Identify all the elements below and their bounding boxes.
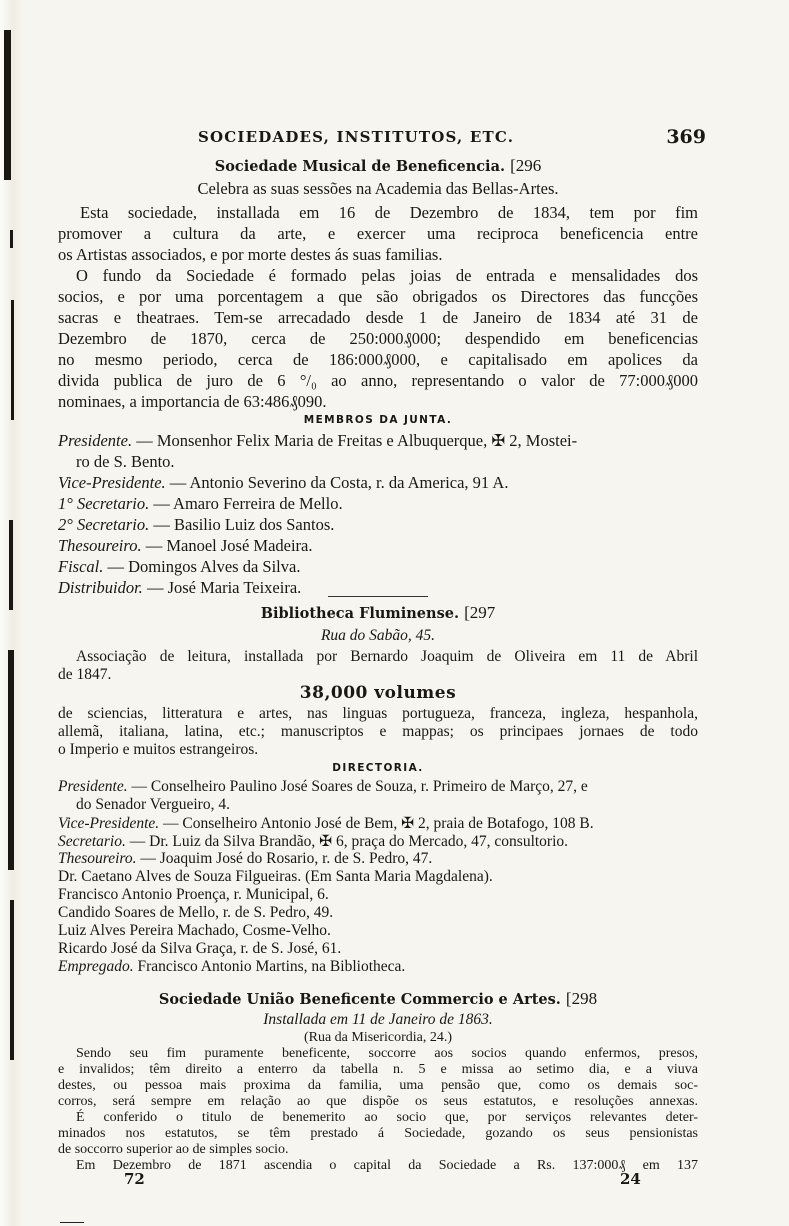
paragraph-line: Em Dezembro de 1871 ascendia o capital da Sociedade a Rs. 137:000₰ em 137 (76, 1158, 698, 1173)
paragraph-line: destes, ou pessoa mais proxima da familia, uma pensão que, como os demais soc- (58, 1078, 698, 1093)
paragraph-line: minados nos estatutos, se têm prestado á Sociedade, gozando os seus pensionistas (58, 1126, 698, 1141)
margin-mark (60, 1222, 84, 1223)
paragraph-line: promover a cultura da arte, e exercer uma reciproca beneficencia entre (58, 224, 698, 243)
paragraph-line: Associação de leitura, installada por Bernardo Joaquim de Oliveira em 11 de Abril (76, 648, 698, 665)
section-number: [296 (510, 156, 542, 175)
section-intro: Celebra as suas sessões na Academia das Bellas-Artes. (197, 179, 559, 198)
member-entry: Presidente. — Monsenhor Felix Maria de Freitas e Albuquerque, ✠ 2, Mostei- (58, 431, 578, 450)
director-entry: Francisco Antonio Proença, r. Municipal, 6. (58, 886, 329, 903)
paragraph-line: nominaes, a importancia de 63:486₰090. (58, 392, 327, 411)
paragraph-line: Dezembro de 1870, cerca de 250:000₰000; despendido em beneficencias (58, 329, 698, 348)
member-entry: ro de S. Bento. (76, 452, 175, 471)
page-binding-edge (0, 0, 22, 1226)
director-entry: Thesoureiro. — Joaquim José do Rosario, r. de S. Pedro, 47. (58, 850, 433, 867)
signature-mark-left: 72 (124, 1170, 145, 1188)
member-entry: 1° Secretario. — Amaro Ferreira de Mello. (58, 494, 343, 513)
director-entry: do Senador Vergueiro, 4. (76, 796, 230, 813)
section-divider (328, 596, 428, 597)
paragraph-line: sacras e theatraes. Tem-se arrecadado desde 1 de Janeiro de 1834 até 31 de (58, 308, 698, 327)
paragraph-line: e invalidos; têm direito a enterro da tabella n. 5 e missa ao setimo dia, e a viuva (58, 1062, 698, 1077)
director-entry: Dr. Caetano Alves de Souza Filgueiras. (Em Santa Maria Magdalena). (58, 868, 493, 885)
section-title-298: Sociedade União Beneficente Commercio e Artes. [298 (158, 989, 598, 1008)
member-entry: Distribuidor. — José Maria Teixeira. (58, 578, 302, 597)
director-entry: Empregado. Francisco Antonio Martins, na Bibliotheca. (58, 958, 406, 975)
member-entry: Fiscal. — Domingos Alves da Silva. (58, 557, 301, 576)
director-entry: Vice-Presidente. — Conselheiro Antonio José de Bem, ✠ 2, praia de Botafogo, 108 B. (58, 815, 594, 832)
paragraph-line: O fundo da Sociedade é formado pelas joias de entrada e mensalidades dos (76, 266, 698, 285)
paragraph-line: Esta sociedade, installada em 16 de Dezembro de 1834, tem por fim (80, 203, 698, 222)
director-entry: Ricardo José da Silva Graça, r. de S. José, 61. (58, 940, 342, 957)
paragraph-line: o Imperio e muitos estrangeiros. (58, 741, 259, 758)
directors-heading: DIRECTORIA. (332, 762, 424, 774)
paragraph-line: de 1847. (58, 666, 112, 683)
paragraph-line: Sendo seu fim puramente beneficente, soccorre aos socios quando enfermos, presos, (76, 1046, 698, 1061)
section-title-296: Sociedade Musical de Beneficencia. [296 (214, 156, 542, 175)
paragraph-line: os Artistas associados, e por morte destes ás suas familias. (58, 245, 443, 264)
paragraph-line: divida publica de juro de 6 °/₀ ao anno, representando o valor de 77:000₰000 (58, 371, 698, 390)
paragraph-line: É conferido o titulo de benemerito ao socio que, por serviços relevantes deter- (76, 1110, 698, 1125)
paragraph-line: de sciencias, litteratura e artes, nas linguas portugueza, franceza, ingleza, hespanhola, (58, 705, 698, 722)
paragraph-line: corros, será sempre em relação ao que dispõe os seus estatutos, e resoluções annexas. (58, 1094, 698, 1109)
page-header (58, 126, 706, 150)
paragraph-line: de soccorro superior ao de simples socio. (58, 1142, 289, 1157)
director-entry: Luiz Alves Pereira Machado, Cosme-Velho. (58, 922, 331, 939)
paragraph-line: allemã, italiana, latina, etc.; manuscriptos e mappas; os principaes jornaes de todo (58, 723, 698, 740)
section-address: Rua do Sabão, 45. (320, 627, 436, 644)
section-title-297: Bibliotheca Fluminense. [297 (260, 603, 496, 622)
director-entry: Secretario. — Dr. Luiz da Silva Brandão, ✠ 6, praça do Mercado, 47, consultorio. (58, 833, 569, 850)
director-entry: Presidente. — Conselheiro Paulino José Soares de Souza, r. Primeiro de Março, 27, e (58, 778, 588, 795)
signature-mark-right: 24 (620, 1170, 641, 1188)
section-address: (Rua da Misericordia, 24.) (303, 1030, 453, 1045)
member-entry: Thesoureiro. — Manoel José Madeira. (58, 536, 313, 555)
director-entry: Candido Soares de Mello, r. de S. Pedro, 49. (58, 904, 334, 921)
member-entry: 2° Secretario. — Basilio Luiz dos Santos. (58, 515, 335, 534)
paragraph-line: no mesmo periodo, cerca de 186:000₰000, e capitalisado em apolices da (58, 350, 698, 369)
page-number: 369 (666, 126, 706, 148)
paragraph-line: socios, e por uma porcentagem a que são obrigados os Directores das funcções (58, 287, 698, 306)
section-number: [298 (565, 989, 598, 1008)
members-heading: MEMBROS DA JUNTA. (303, 414, 453, 426)
installation-date: Installada em 11 de Janeiro de 1863. (263, 1011, 493, 1028)
running-head: SOCIEDADES, INSTITUTOS, ETC. (198, 128, 515, 146)
volumes-count: 38,000 volumes (299, 683, 457, 703)
member-entry: Vice-Presidente. — Antonio Severino da Costa, r. da America, 91 A. (58, 473, 509, 492)
section-number: [297 (464, 603, 496, 622)
